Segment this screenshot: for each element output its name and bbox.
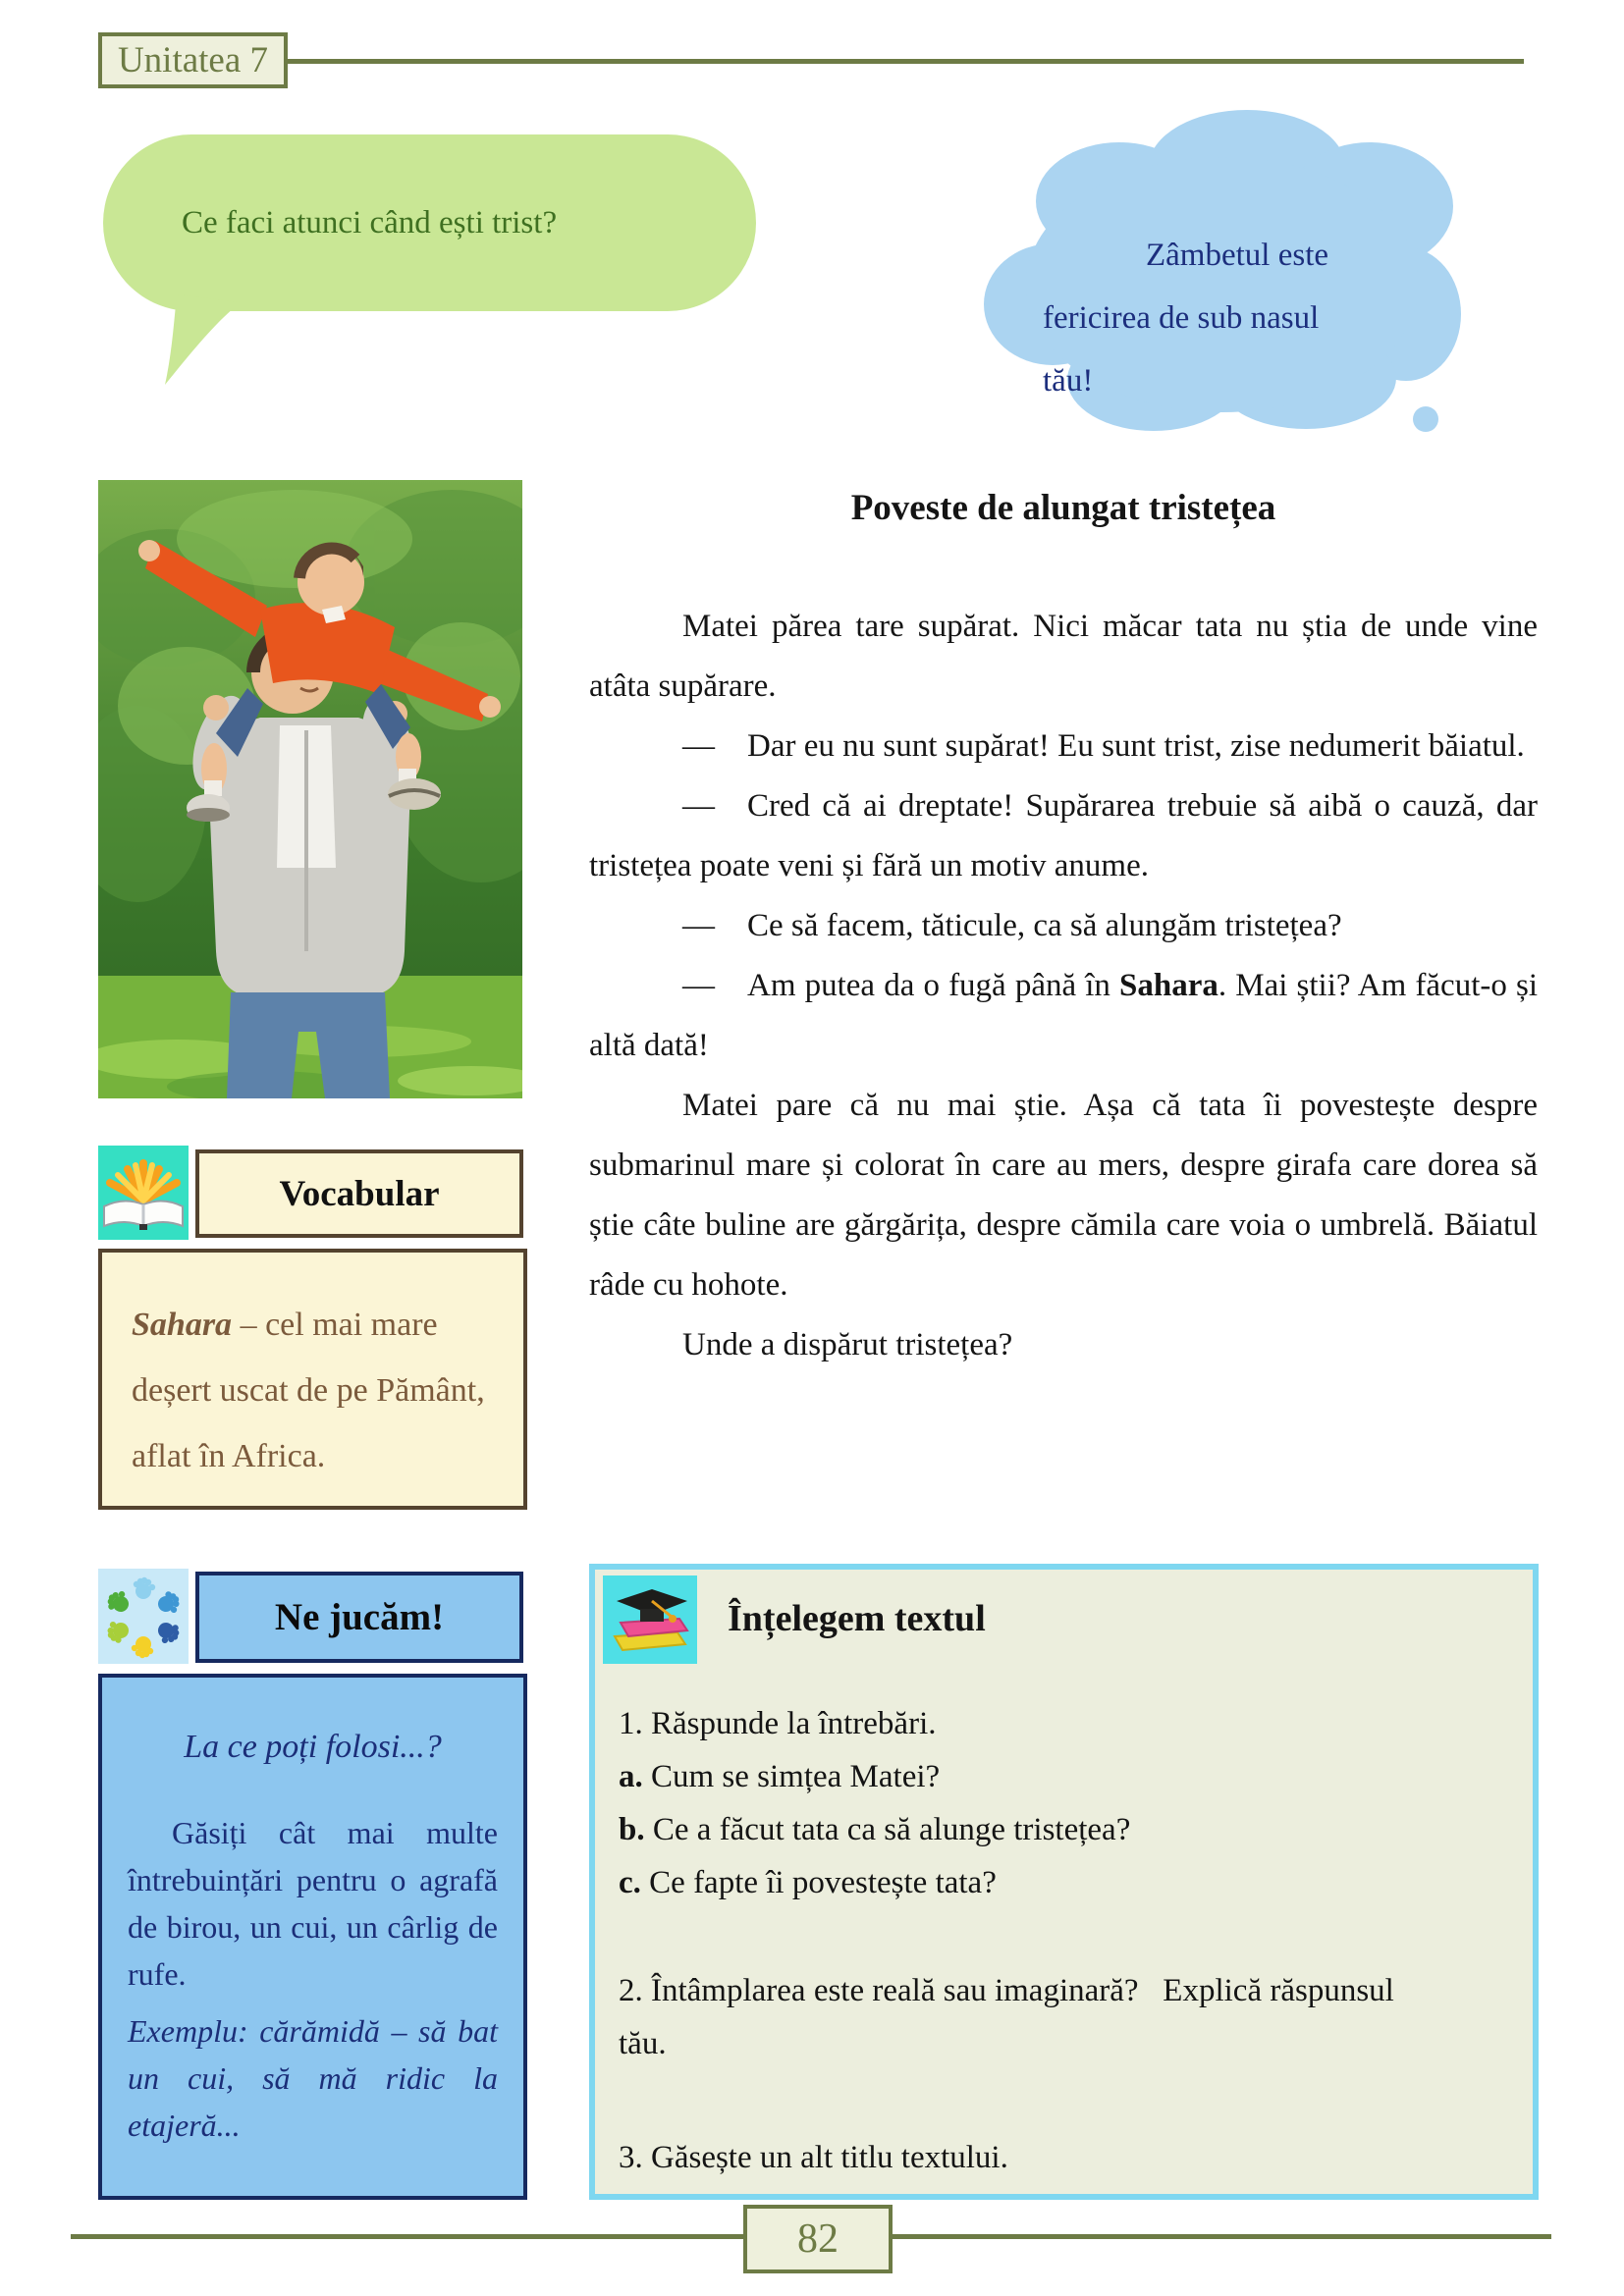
play-header: Ne jucăm!	[195, 1572, 523, 1663]
story-column	[589, 481, 1538, 1375]
unit-label-box	[98, 32, 288, 88]
play-task: Găsiți cât mai multe întrebuințări pentru o agrafă de birou, un cui, un cârlig de rufe.	[128, 1815, 498, 1992]
story-paragraph: Matei părea tare supărat. Nici măcar tata nu știa de unde vine atâta supărare.	[589, 609, 1538, 704]
story-paragraph: — Ce să facem, tăticule, ca să alungăm tristețea?	[682, 908, 1342, 943]
story-paragraph: — Am putea da o fugă până în Sahara. Mai știi? Am făcut-o și altă dată!	[589, 968, 1538, 1063]
story-paragraph: Unde a dispărut tristețea?	[682, 1327, 1013, 1362]
play-question: La ce poți folosi...?	[184, 1729, 442, 1765]
handprints-circle-icon	[98, 1569, 189, 1664]
question-2-continued: tău.	[619, 2026, 667, 2061]
page-number-box	[743, 2205, 893, 2273]
speech-bubble-tail	[147, 294, 255, 388]
story-paragraph: — Dar eu nu sunt supărat! Eu sunt trist, zise nedumerit băiatul.	[682, 728, 1525, 764]
comprehension-box	[589, 1564, 1539, 2200]
question-1: 1. Răspunde la întrebări.	[619, 1706, 937, 1741]
cloud-line-3: tău!	[1043, 363, 1094, 399]
question-1b: b. Ce a făcut tata ca să alunge tristețea?	[619, 1812, 1131, 1847]
thought-cloud-text	[1043, 224, 1435, 412]
speech-bubble-text: Ce faci atunci când ești trist?	[182, 204, 558, 240]
speech-bubble	[103, 134, 756, 311]
question-1c: c. Ce fapte îi povestește tata?	[619, 1865, 997, 1900]
vocabulary-term: Sahara	[132, 1307, 233, 1343]
graduation-cap-books-icon	[603, 1575, 697, 1664]
question-1a: a. Cum se simțea Matei?	[619, 1759, 941, 1794]
header-rule	[288, 59, 1524, 64]
vocabulary-entry	[132, 1292, 498, 1489]
cloud-line-1: Zâmbetul este	[1146, 238, 1329, 273]
story-title: Poveste de alungat tristețea	[850, 488, 1276, 528]
vocabulary-definition-box	[98, 1249, 527, 1510]
vocabulary-definition: – cel mai mare deșert uscat de pe Pământ, aflat în Africa.	[132, 1307, 485, 1474]
story-paragraph: — Cred că ai dreptate! Supărarea trebuie să aibă o cauză, dar tristețea poate veni și fără un motiv anume.	[589, 788, 1538, 883]
comprehension-header: Înțelegem textul	[728, 1598, 986, 1639]
question-2: 2. Întâmplarea este reală sau imaginară? Explică răspunsul	[619, 1973, 1394, 2008]
cloud-line-2: fericirea de sub nasul	[1043, 300, 1320, 336]
question-3: 3. Găsește un alt titlu textului.	[619, 2140, 1008, 2175]
play-box	[98, 1674, 527, 2200]
unit-label: Unitatea 7	[117, 40, 269, 80]
open-book-icon	[98, 1146, 189, 1240]
story-paragraph: Matei pare că nu mai știe. Așa că tata îi povestește despre submarinul mare și colorat în care au mers, despre girafa care dorea să știe câte buline are gărgărița, despre cămila care voia o umbrelă. Băiatul râde cu hohote.	[589, 1088, 1538, 1303]
photo-father-child	[98, 480, 522, 1098]
vocabulary-header: Vocabular	[195, 1149, 523, 1238]
page-number: 82	[797, 2216, 839, 2262]
comprehension-questions	[619, 1687, 1517, 2184]
play-example: Exemplu: cărămidă – să bat un cui, să mă ridic la etajeră...	[128, 2013, 498, 2143]
